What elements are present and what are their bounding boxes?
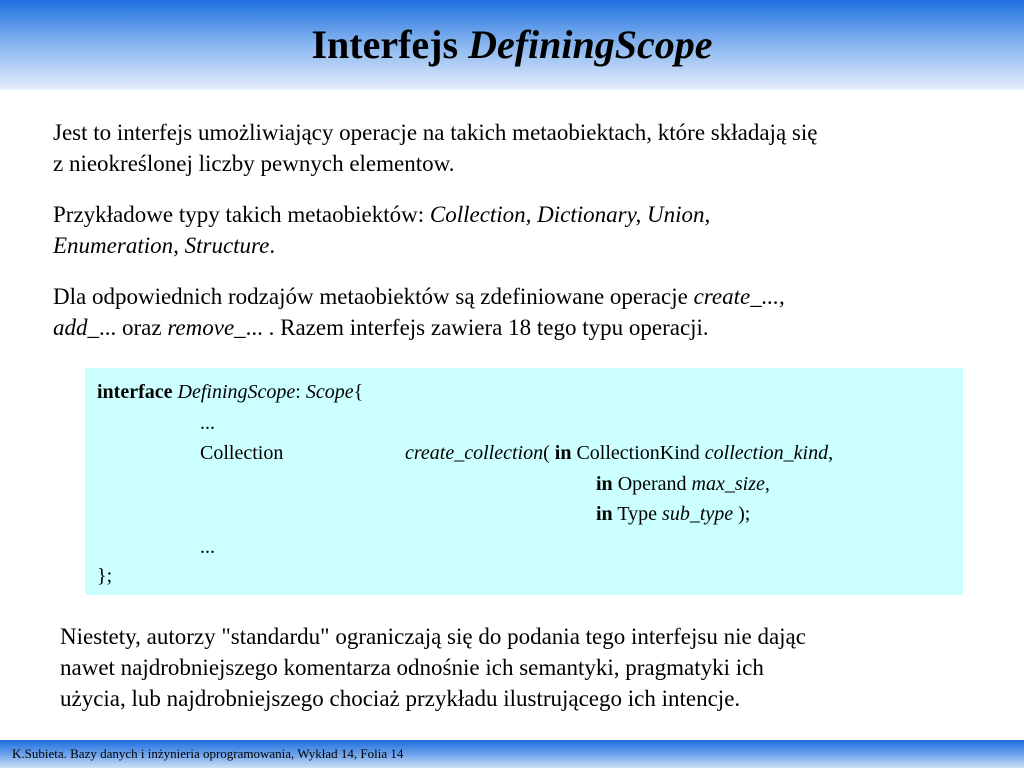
op-create: create_..., <box>693 284 785 309</box>
close-paren: ); <box>738 503 751 525</box>
paragraph-operations-text2: ... oraz <box>99 315 168 340</box>
interface-name: DefiningScope <box>177 381 296 403</box>
comma: , <box>764 473 770 495</box>
param-name: sub_type <box>662 503 734 525</box>
keyword-interface: interface <box>97 381 173 403</box>
param-type: Type <box>617 503 658 525</box>
paragraph-intro-line2: z nieokreślonej liczby pewnych elementow. <box>53 151 455 176</box>
base-interface: Scope <box>305 381 354 403</box>
slide-title <box>0 20 1024 70</box>
param-type: CollectionKind <box>576 442 700 464</box>
op-add: add_ <box>53 315 99 340</box>
code-line-declaration <box>97 379 363 405</box>
code-ellipsis-1: ... <box>200 412 215 434</box>
paragraph-critique-line3: użycia, lub najdrobniejszego chociaż przykładu ilustrującego ich intencje. <box>60 686 741 711</box>
paragraph-critique-line2: nawet najdrobniejszego komentarza odnośnie ich semantyki, pragmatyki ich <box>60 655 764 680</box>
paragraph-operations-text3: ... . Razem interfejs zawiera 18 tego typu operacji. <box>245 315 709 340</box>
title-plain: Interfejs <box>311 22 459 67</box>
paragraph-types-list1: Collection, Dictionary, Union, <box>429 202 711 227</box>
title-italic: DefiningScope <box>468 22 713 67</box>
param-name: collection_kind <box>704 442 829 464</box>
code-line-method <box>405 440 833 466</box>
param-name: max_size <box>691 473 765 495</box>
comma: , <box>828 442 834 464</box>
code-line-param2 <box>596 471 770 497</box>
close-brace: }; <box>97 565 113 587</box>
paren-open: ( <box>543 442 550 464</box>
return-type: Collection <box>200 442 284 464</box>
code-colon: : <box>295 381 301 403</box>
method-name: create_collection <box>405 442 544 464</box>
paragraph-critique-line1: Niestety, autorzy "standardu" ograniczają się do podania tego interfejsu nie dając <box>60 624 806 649</box>
footer-text: K.Subieta. Bazy danych i inżynieria oprogramowania, Wykład 14, Folia 14 <box>12 746 404 761</box>
paragraph-types-text: Przykładowe typy takich metaobiektów: <box>53 202 430 227</box>
op-remove: remove_ <box>167 315 246 340</box>
paragraph-types-end: . <box>269 233 276 258</box>
param-type: Operand <box>617 473 687 495</box>
paragraph-intro <box>53 117 1013 179</box>
open-brace: { <box>353 381 364 403</box>
paragraph-types-list2: Enumeration, Structure <box>53 233 270 258</box>
keyword-in: in <box>554 442 572 464</box>
keyword-in: in <box>596 503 613 525</box>
code-ellipsis-2: ... <box>200 536 215 558</box>
paragraph-types <box>53 199 1013 261</box>
keyword-in: in <box>596 473 613 495</box>
paragraph-operations-text1: Dla odpowiednich rodzajów metaobiektów są zdefiniowane operacje <box>53 284 694 309</box>
code-line-param3 <box>596 501 750 527</box>
paragraph-intro-line1: Jest to interfejs umożliwiający operacje na takich metaobiektach, które składają się <box>53 120 818 145</box>
paragraph-critique <box>60 621 1020 714</box>
paragraph-operations <box>53 281 1013 343</box>
code-block <box>85 368 963 595</box>
